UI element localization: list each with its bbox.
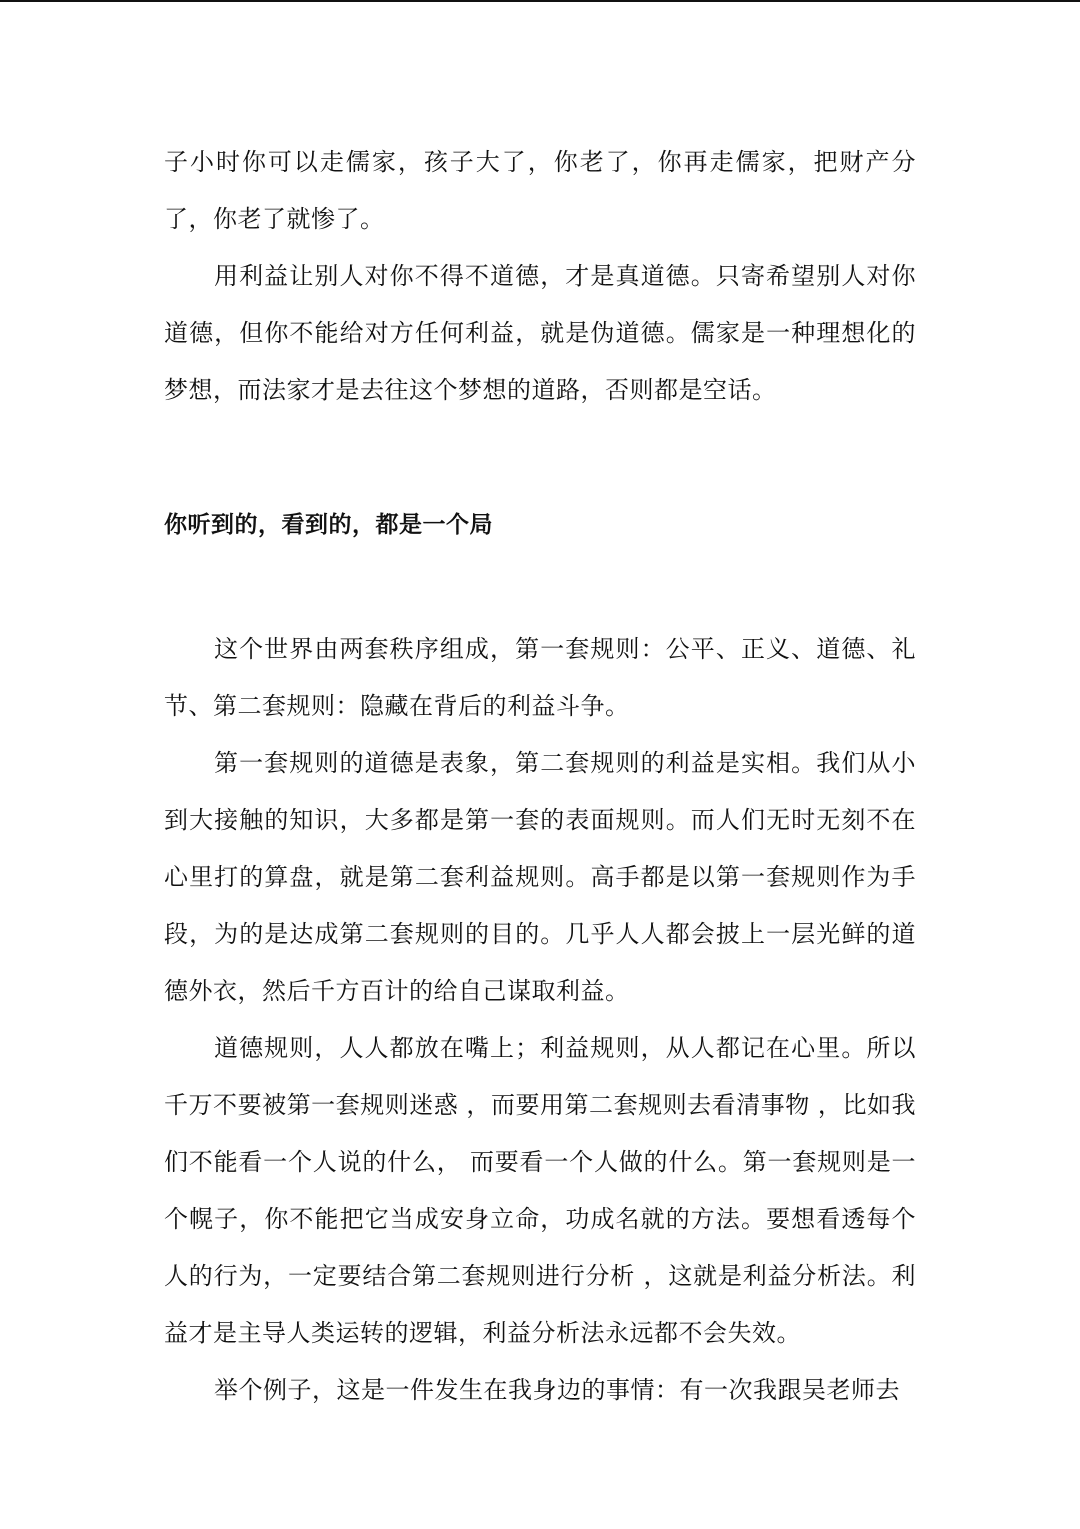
paragraph-true-morality: 用利益让别人对你不得不道德，才是真道德。只寄希望别人对你道德，但你不能给对方任何利益，就是伪道德。儒家是一种理想化的梦想，而法家才是去往这个梦想的道路，否则都是空话。 [164,262,916,404]
paragraph-example: 举个例子，这是一件发生在我身边的事情：有一次我跟吴老师去 [214,1376,900,1404]
paragraph-interest-analysis: 道德规则，人人都放在嘴上；利益规则，从人都记在心里。所以千万不要被第一套规则迷惑 ，而要用第二套规则去看清事物 ，比如我们不能看一个人说的什么， 而要看一个人做的什么。第一套规则是一个幌子，你不能把它当成安身立命，功成名就的方法。要想看透每个人的行为，一定要结合第二套规则进行分析 ，这就是利益分析法。利益才是主导人类运转的逻辑，利益分析法永远都不会失效。 [164,1034,916,1347]
top-border-line [0,0,1080,2]
spacer [164,545,916,621]
document-body [164,134,916,1419]
spacer [164,419,916,505]
paragraph-appearance-vs-reality: 第一套规则的道德是表象，第二套规则的利益是实相。我们从小到大接触的知识，大多都是第一套的表面规则。而人们无时无刻不在心里打的算盘，就是第二套利益规则。高手都是以第一套规则作为手段，为的是达成第二套规则的目的。几乎人人都会披上一层光鲜的道德外衣，然后千方百计的给自己谋取利益。 [164,749,916,1005]
paragraph-two-orders: 这个世界由两套秩序组成，第一套规则：公平、正义、道德、礼节、第二套规则：隐藏在背后的利益斗争。 [164,635,916,720]
section-heading: 你听到的，看到的，都是一个局 [164,512,493,538]
paragraph-continuation: 子小时你可以走儒家，孩子大了，你老了，你再走儒家，把财产分了，你老了就惨了。 [164,148,916,233]
